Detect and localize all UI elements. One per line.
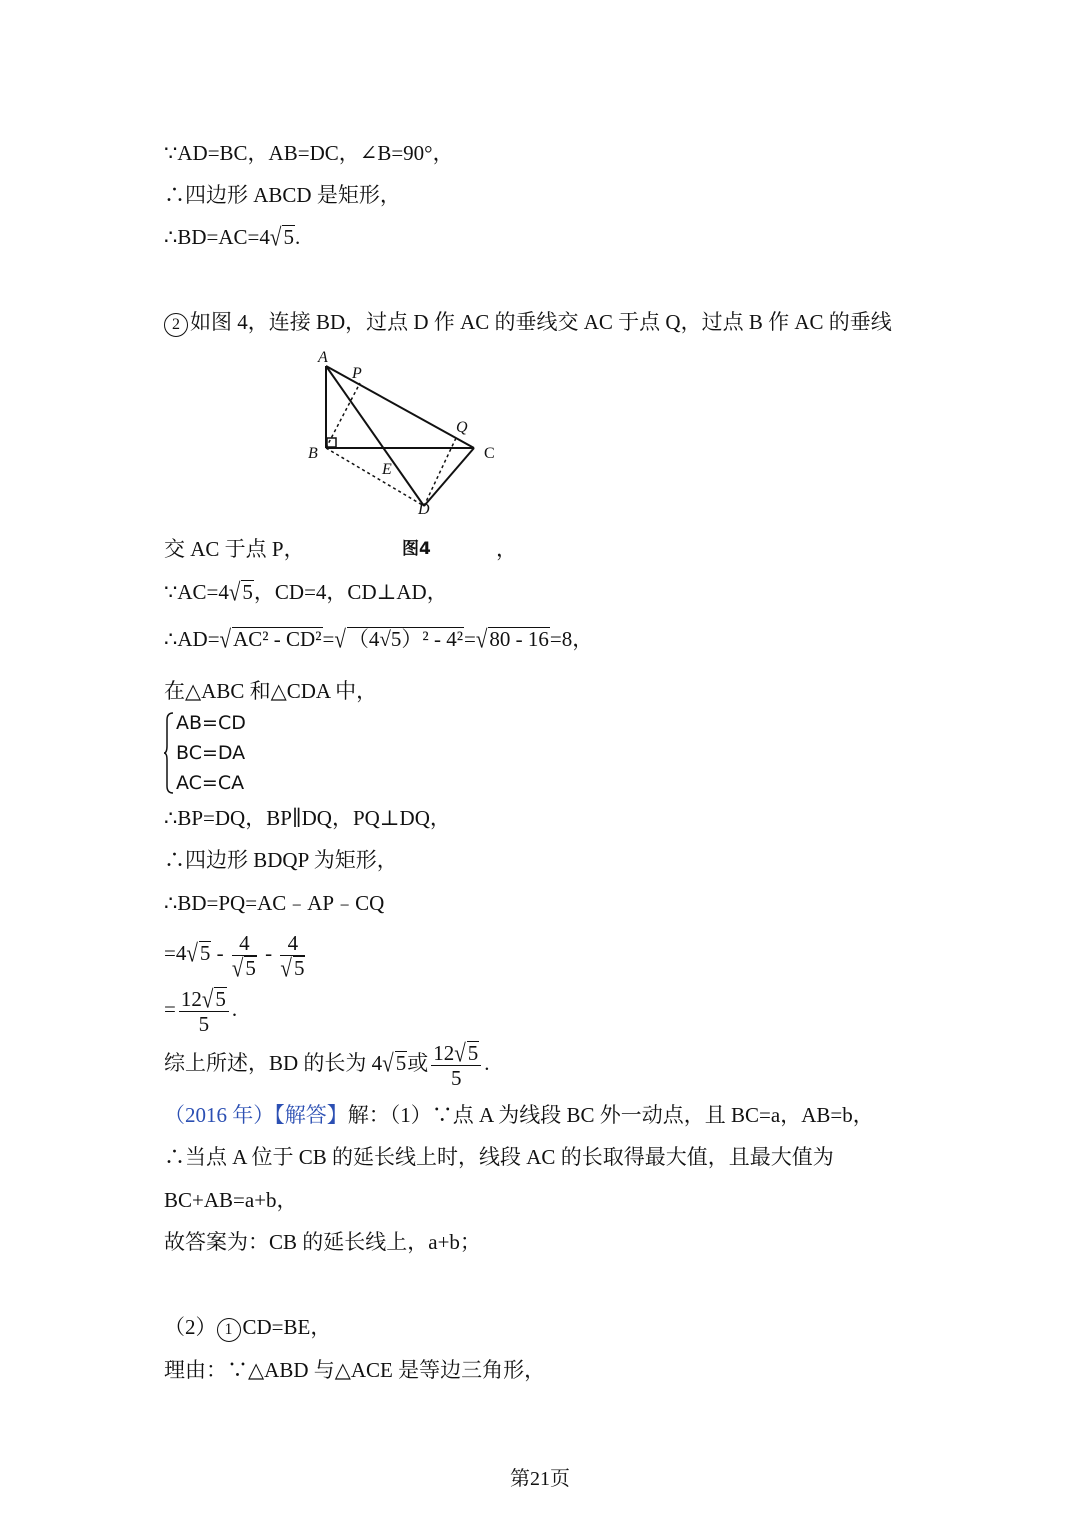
text: =8， [549,627,594,651]
radicand: （4√5）² - 4² [347,627,464,651]
text: CD=BE， [242,1315,332,1339]
page-number: 第21页 [510,1468,570,1490]
text: 综上所述，BD 的长为 4 [164,1051,383,1075]
line-max-value: ∴当点 A 位于 CB 的延长线上时，线段 AC 的长取得最大值，且最大值为 [164,1145,834,1169]
equals: = [322,627,335,651]
line-case-two [164,309,892,337]
label-c: C [484,445,495,462]
label-a: A [318,349,328,366]
radicand: 5 [283,225,294,249]
line-ac-cd: ∵AC=4√5，CD=4，CD⊥AD， [164,577,448,607]
text: =4 [164,941,187,965]
line-bd-equals-ac: ∴BD=AC=4√5. [164,222,301,252]
label-p: P [352,365,362,382]
text: . [294,225,301,249]
line-part-two [164,1314,331,1342]
radicand: AC² - CD² [233,627,322,651]
left-brace-icon [164,712,174,794]
line-fraction-subtraction: =4√5 - $\frac{4}{√5}$ - $\frac{4}{√5}$ [164,930,305,983]
fraction: $\frac{12√5}{5}$ [179,987,229,1036]
line-reason: 理由：∵△ABD 与△ACE 是等边三角形， [164,1358,546,1382]
caption-comma: ， [496,537,517,561]
text: 或 [407,1051,429,1075]
system-row: AC=CA [176,772,245,794]
text: 解：（1）∵点 A 为线段 BC 外一动点，且 BC=a，AB=b， [347,1103,874,1127]
system-row: AB=CD [176,712,246,734]
line-triangles: 在△ABC 和△CDA 中， [164,679,378,703]
label-e: E [382,461,392,478]
line-answer: 故答案为：CB 的延长线上，a+b； [164,1230,481,1254]
line-bp-dq: ∴BP=DQ，BP∥DQ，PQ⊥DQ， [164,806,451,830]
label-q: Q [456,419,468,436]
equals: = [464,627,476,651]
minus: - [259,941,278,965]
text: 交 AC 于点 P， [164,537,305,561]
system-row: BC=DA [176,742,246,764]
text: . [231,997,238,1021]
text: 如图 4，连接 BD，过点 D 作 AC 的垂线交 AC 于点 Q，过点 B 作 AC 的垂线 [190,310,892,334]
figure-4-diagram [298,342,518,552]
circled-number: 1 [217,1318,241,1342]
line-result [164,984,237,1036]
line-bdqp-rectangle: ∴四边形 BDQP 为矩形， [164,848,398,872]
circled-number: 2 [164,313,188,337]
label-b: B [308,445,318,462]
text: . [484,1051,490,1075]
label-d: D [418,501,430,518]
line-rectangle: ∴四边形 ABCD 是矩形， [164,183,401,207]
figure-caption: 图4 [402,539,431,559]
fraction: $\frac{12√5}{5}$ [431,1041,481,1090]
line-intersect-p [164,536,305,562]
text: （2） [164,1315,217,1339]
radicand: 80 - 16 [489,627,549,651]
radicand: 5 [395,1051,407,1075]
line-summary: 综上所述，BD 的长为 4√5或 $\frac{12√5}{5}$ . [164,1038,490,1090]
text: ，CD=4，CD⊥AD， [253,580,448,604]
equals: = [164,997,176,1021]
fraction: $\frac{4}{√5}$ [280,930,305,983]
line-ad-computation: ∴AD=√AC² - CD²=√（4√5）² - 4²=√80 - 16=8， [164,624,594,654]
line-2016-answer [164,1102,874,1128]
minus: - [211,941,229,965]
fraction: $\frac{4}{√5}$ [231,930,256,983]
line-bc-ab: BC+AB=a+b， [164,1188,298,1212]
radicand: 5 [199,941,211,965]
line-bd-pq: ∴BD=PQ=AC﹣AP﹣CQ [164,891,385,915]
radicand: 5 [242,580,253,604]
text: ∵AC=4 [164,580,229,604]
answer-tag: （2016 年）【解答】 [164,1103,348,1127]
line-given: ∵AD=BC，AB=DC，∠B=90°， [164,141,454,165]
text: ∴AD= [164,627,220,651]
text: ∴BD=AC=4 [164,225,270,249]
